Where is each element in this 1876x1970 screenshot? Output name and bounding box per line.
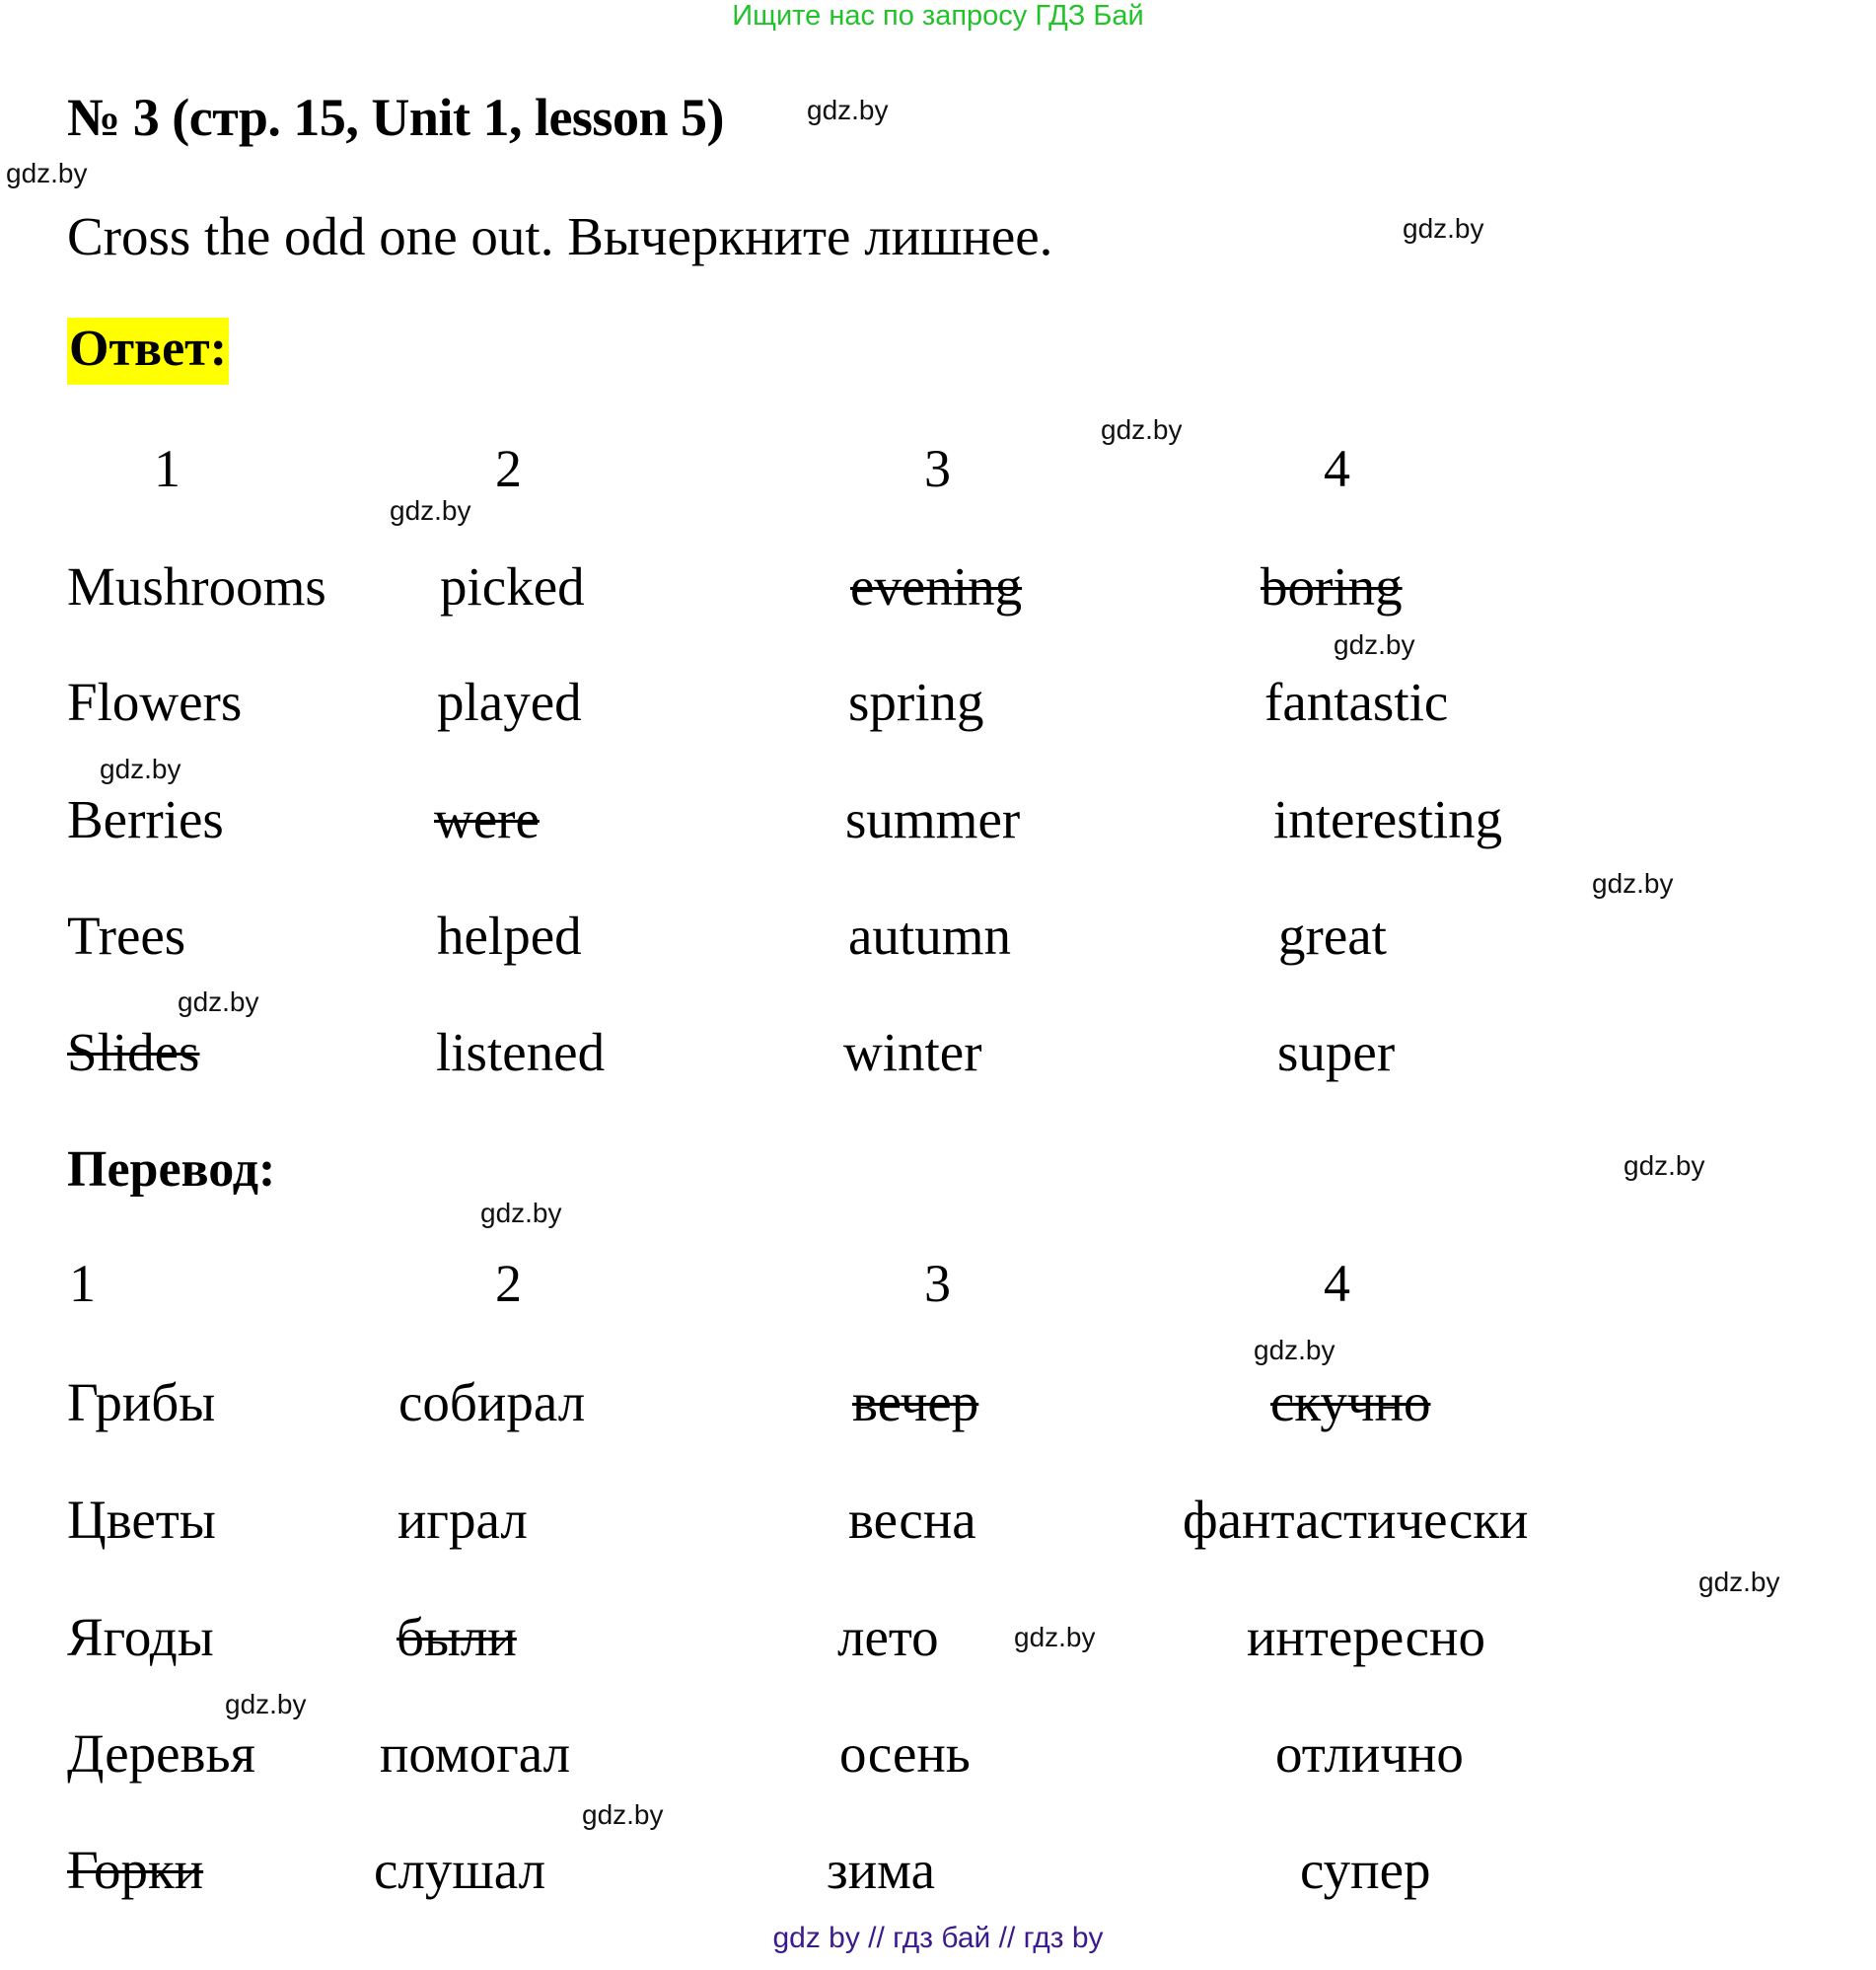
watermark: gdz.by <box>178 986 259 1017</box>
word-cell: fantastic <box>1264 672 1449 732</box>
watermark: gdz.by <box>390 495 471 526</box>
watermark: gdz.by <box>807 95 889 125</box>
word-cell: interesting <box>1273 789 1503 849</box>
word-cell: интересно <box>1247 1607 1485 1667</box>
word-cell: picked <box>440 556 585 617</box>
word-cell: слушал <box>374 1840 546 1900</box>
word-cell: played <box>437 672 582 732</box>
word-cell: Flowers <box>67 672 243 732</box>
crossed-out-word: Slides <box>67 1022 200 1082</box>
exercise-instruction: Cross the odd one out. Вычеркните лишнее. <box>67 206 1053 266</box>
watermark: gdz.by <box>6 158 88 188</box>
column-number-2: 2 <box>495 439 522 498</box>
word-cell: super <box>1277 1022 1396 1082</box>
watermark: gdz.by <box>1101 414 1183 445</box>
column-number-1: 1 <box>154 439 180 498</box>
watermark: gdz.by <box>1014 1622 1096 1652</box>
search-banner[interactable]: Ищите нас по запросу ГДЗ Бай <box>732 0 1144 32</box>
word-cell: Berries <box>67 789 224 849</box>
word-cell: фантастически <box>1183 1490 1529 1550</box>
word-cell: Ягоды <box>67 1607 214 1667</box>
crossed-out-word: вечер <box>852 1372 979 1432</box>
watermark: gdz.by <box>1403 213 1484 244</box>
column-number-3: 3 <box>924 439 951 498</box>
word-cell: Mushrooms <box>67 556 326 617</box>
word-cell: Цветы <box>67 1490 216 1550</box>
word-cell: отлично <box>1275 1723 1464 1784</box>
watermark: gdz.by <box>1592 868 1674 899</box>
footer-watermark[interactable]: gdz by // гдз бай // гдз by <box>772 1922 1104 1954</box>
word-cell: играл <box>397 1490 528 1550</box>
column-number-2: 2 <box>495 1254 522 1313</box>
crossed-out-word: were <box>434 789 540 849</box>
word-cell: Грибы <box>67 1372 216 1432</box>
word-cell: лето <box>837 1607 939 1667</box>
watermark: gdz.by <box>1254 1335 1335 1365</box>
crossed-out-word: boring <box>1261 556 1403 617</box>
crossed-out-word: скучно <box>1270 1372 1431 1432</box>
word-cell: помогал <box>380 1723 571 1784</box>
watermark: gdz.by <box>1623 1150 1705 1181</box>
answer-heading: Ответ: <box>67 318 229 385</box>
word-cell: summer <box>845 789 1021 849</box>
crossed-out-word: evening <box>850 556 1023 617</box>
word-cell: autumn <box>848 906 1011 966</box>
word-cell: Деревья <box>67 1723 255 1784</box>
word-cell: spring <box>848 672 984 732</box>
word-cell: Trees <box>67 906 186 966</box>
word-cell: listened <box>436 1022 606 1082</box>
crossed-out-word: были <box>397 1607 517 1667</box>
column-number-4: 4 <box>1324 439 1350 498</box>
exercise-title: № 3 (стр. 15, Unit 1, lesson 5) <box>67 88 724 147</box>
word-cell: супер <box>1300 1840 1431 1900</box>
word-cell: great <box>1278 906 1387 966</box>
watermark: gdz.by <box>100 754 181 784</box>
word-cell: winter <box>843 1022 982 1082</box>
word-cell: осень <box>839 1723 971 1784</box>
watermark: gdz.by <box>582 1799 664 1830</box>
watermark: gdz.by <box>480 1198 562 1228</box>
translation-heading: Перевод: <box>67 1141 276 1198</box>
watermark: gdz.by <box>1698 1567 1780 1597</box>
word-cell: зима <box>827 1840 935 1900</box>
column-number-1: 1 <box>69 1254 96 1313</box>
watermark: gdz.by <box>225 1689 307 1719</box>
column-number-3: 3 <box>924 1254 951 1313</box>
word-cell: helped <box>437 906 582 966</box>
watermark: gdz.by <box>1334 629 1415 660</box>
word-cell: весна <box>848 1490 976 1550</box>
column-number-4: 4 <box>1324 1254 1350 1313</box>
word-cell: собирал <box>398 1372 586 1432</box>
crossed-out-word: Горки <box>67 1840 204 1900</box>
